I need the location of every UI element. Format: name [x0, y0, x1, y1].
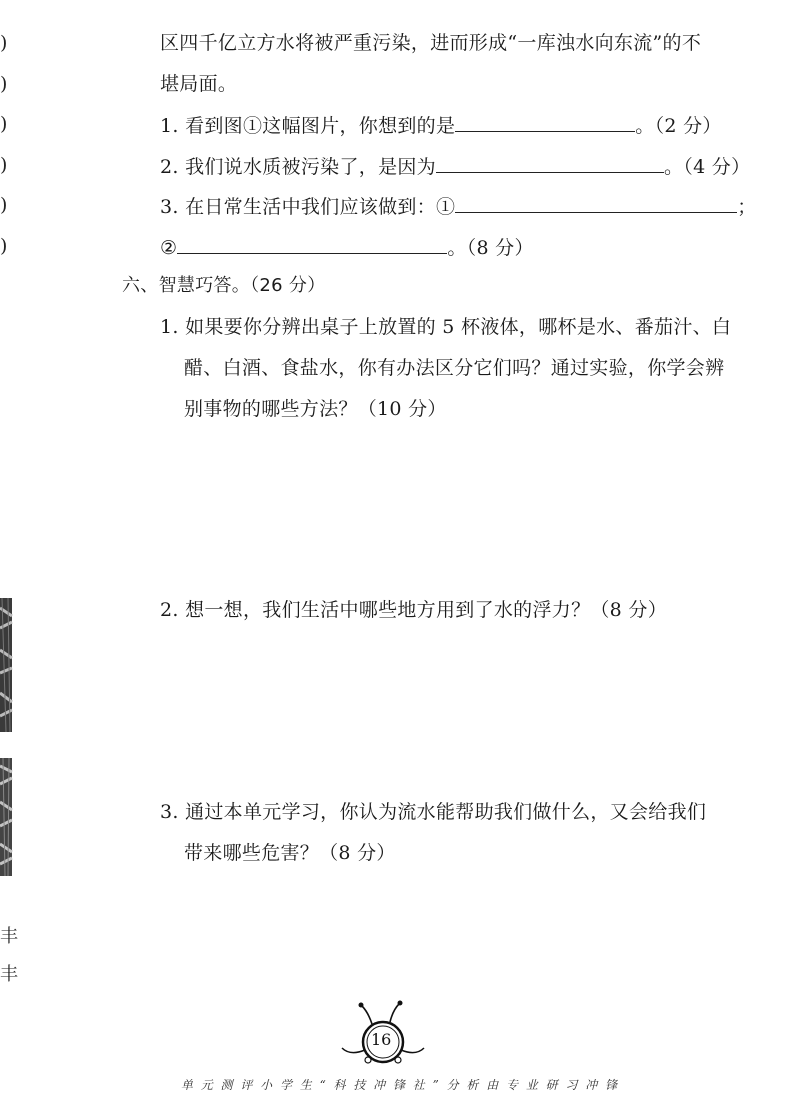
- question-5-2: [160, 152, 750, 180]
- question-6-3-line: 带来哪些危害？（8 分）: [184, 842, 396, 864]
- margin-mark: ): [0, 32, 8, 54]
- question-6-1-line: 1. 如果要你分辨出桌子上放置的 5 杯液体，哪杯是水、番茄汁、白: [160, 316, 732, 338]
- question-score: 。（8 分）: [447, 237, 534, 259]
- question-6-1-line: 别事物的哪些方法？（10 分）: [184, 398, 447, 420]
- margin-mark: ): [0, 154, 8, 176]
- question-5-1: [160, 111, 722, 139]
- question-score: 。（4 分）: [663, 156, 751, 178]
- edge-photo-fragment: [0, 598, 12, 732]
- answer-blank[interactable]: [455, 111, 635, 132]
- answer-blank[interactable]: [177, 233, 447, 254]
- passage-line: 堪局面。: [160, 73, 238, 95]
- question-6-2: 2. 想一想，我们生活中哪些地方用到了水的浮力？（8 分）: [160, 599, 667, 621]
- margin-mark: ): [0, 73, 8, 95]
- question-text: 2. 我们说水质被污染了，是因为: [160, 156, 436, 178]
- passage-line: 区四千亿立方水将被严重污染，进而形成“一库浊水向东流”的不: [160, 32, 702, 54]
- section-heading: 六、智慧巧答。（26 分）: [122, 275, 326, 296]
- question-5-3: [160, 192, 757, 220]
- answer-blank[interactable]: [455, 192, 737, 213]
- question-text: 3. 在日常生活中我们应该做到：①: [160, 196, 456, 218]
- answer-blank[interactable]: [436, 152, 664, 173]
- question-score: 。（2 分）: [635, 115, 722, 137]
- footer-text: 单 元 测 评 小 学 生 “ 科 技 冲 锋 社 ” 分 析 由 专 业 研 习 冲 锋: [180, 1078, 620, 1092]
- question-5-3-part-2: [160, 233, 534, 261]
- margin-mark: ): [0, 194, 8, 216]
- edge-char: 丰: [0, 926, 18, 947]
- edge-photo-fragment: [0, 758, 12, 876]
- edge-char: 丰: [0, 964, 18, 985]
- question-text: 1. 看到图①这幅图片，你想到的是: [160, 115, 456, 137]
- question-6-3-line: 3. 通过本单元学习，你认为流水能帮助我们做什么，又会给我们: [160, 801, 707, 823]
- margin-mark: ): [0, 235, 8, 257]
- margin-mark: ): [0, 113, 8, 135]
- question-6-1-line: 醋、白酒、食盐水，你有办法区分它们吗？通过实验，你学会辨: [184, 357, 725, 379]
- page-number: 16: [371, 1030, 392, 1049]
- question-text: ②: [160, 237, 178, 259]
- question-score: ；: [737, 196, 757, 218]
